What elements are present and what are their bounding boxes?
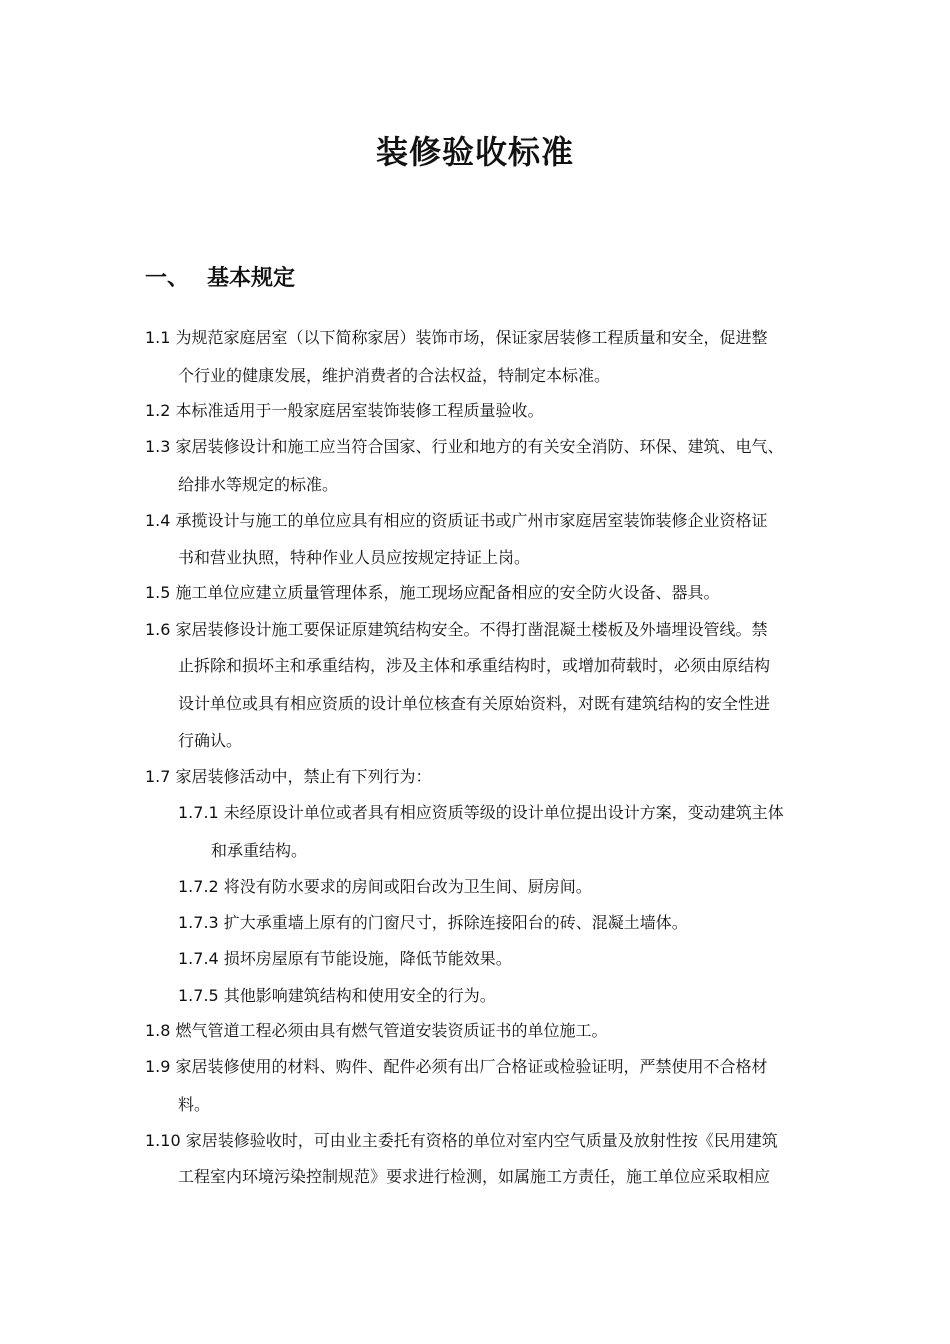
clause-line: 止拆除和损坏主和承重结构，涉及主体和承重结构时，或增加荷载时，必须由原结构 xyxy=(178,656,771,675)
clause-line: 书和营业执照，特种作业人员应按规定持证上岗。 xyxy=(178,548,531,567)
clause-line: 给排水等规定的标准。 xyxy=(178,475,339,494)
clause-line: 料。 xyxy=(178,1095,211,1114)
clause-line: 设计单位或具有相应资质的设计单位核查有关原始资料，对既有建筑结构的安全性进 xyxy=(178,694,771,713)
clause-line: 1.7.2 将没有防水要求的房间或阳台改为卫生间、厨房间。 xyxy=(178,877,592,896)
clause-line: 个行业的健康发展，维护消费者的合法权益，特制定本标准。 xyxy=(178,366,611,385)
clause-line: 1.7.1 未经原设计单位或者具有相应资质等级的设计单位提出设计方案，变动建筑主体 xyxy=(178,803,784,822)
clause-line: 1.2 本标准适用于一般家庭居室装饰装修工程质量验收。 xyxy=(145,401,544,420)
clause-line: 1.5 施工单位应建立质量管理体系，施工现场应配备相应的安全防火设备、器具。 xyxy=(145,583,720,602)
clause-line: 1.10 家居装修验收时，可由业主委托有资格的单位对室内空气质量及放射性按《民用建筑 xyxy=(145,1131,778,1150)
clause-line: 1.8 燃气管道工程必须由具有燃气管道安装资质证书的单位施工。 xyxy=(145,1021,608,1040)
clause-line: 1.3 家居装修设计和施工应当符合国家、行业和地方的有关安全消防、环保、建筑、电气、 xyxy=(145,437,784,456)
document-title: 装修验收标准 xyxy=(375,133,574,171)
clause-line: 1.1 为规范家庭居室（以下简称家居）装饰市场，保证家居装修工程质量和安全，促进整 xyxy=(145,328,768,347)
section-title: 基本规定 xyxy=(207,266,296,291)
clause-line: 1.4 承揽设计与施工的单位应具有相应的资质证书或广州市家庭居室装饰装修企业资格证 xyxy=(145,511,768,530)
clause-line: 和承重结构。 xyxy=(211,841,308,860)
clause-line: 1.7.5 其他影响建筑结构和使用安全的行为。 xyxy=(178,986,496,1005)
section-heading xyxy=(145,262,295,296)
clause-line: 1.7 家居装修活动中，禁止有下列行为： xyxy=(145,767,432,786)
clause-line: 工程室内环境污染控制规范》要求进行检测，如属施工方责任，施工单位应采取相应 xyxy=(178,1167,771,1186)
clause-line: 行确认。 xyxy=(178,731,243,750)
section-number: 一、 xyxy=(145,266,190,291)
clause-line: 1.6 家居装修设计施工要保证原建筑结构安全。不得打凿混凝土楼板及外墙埋设管线。禁 xyxy=(145,620,768,639)
clause-line: 1.7.3 扩大承重墙上原有的门窗尺寸，拆除连接阳台的砖、混凝土墙体。 xyxy=(178,913,688,932)
clause-line: 1.9 家居装修使用的材料、购件、配件必须有出厂合格证或检验证明，严禁使用不合格材 xyxy=(145,1057,768,1076)
clause-line: 1.7.4 损坏房屋原有节能设施，降低节能效果。 xyxy=(178,949,512,968)
